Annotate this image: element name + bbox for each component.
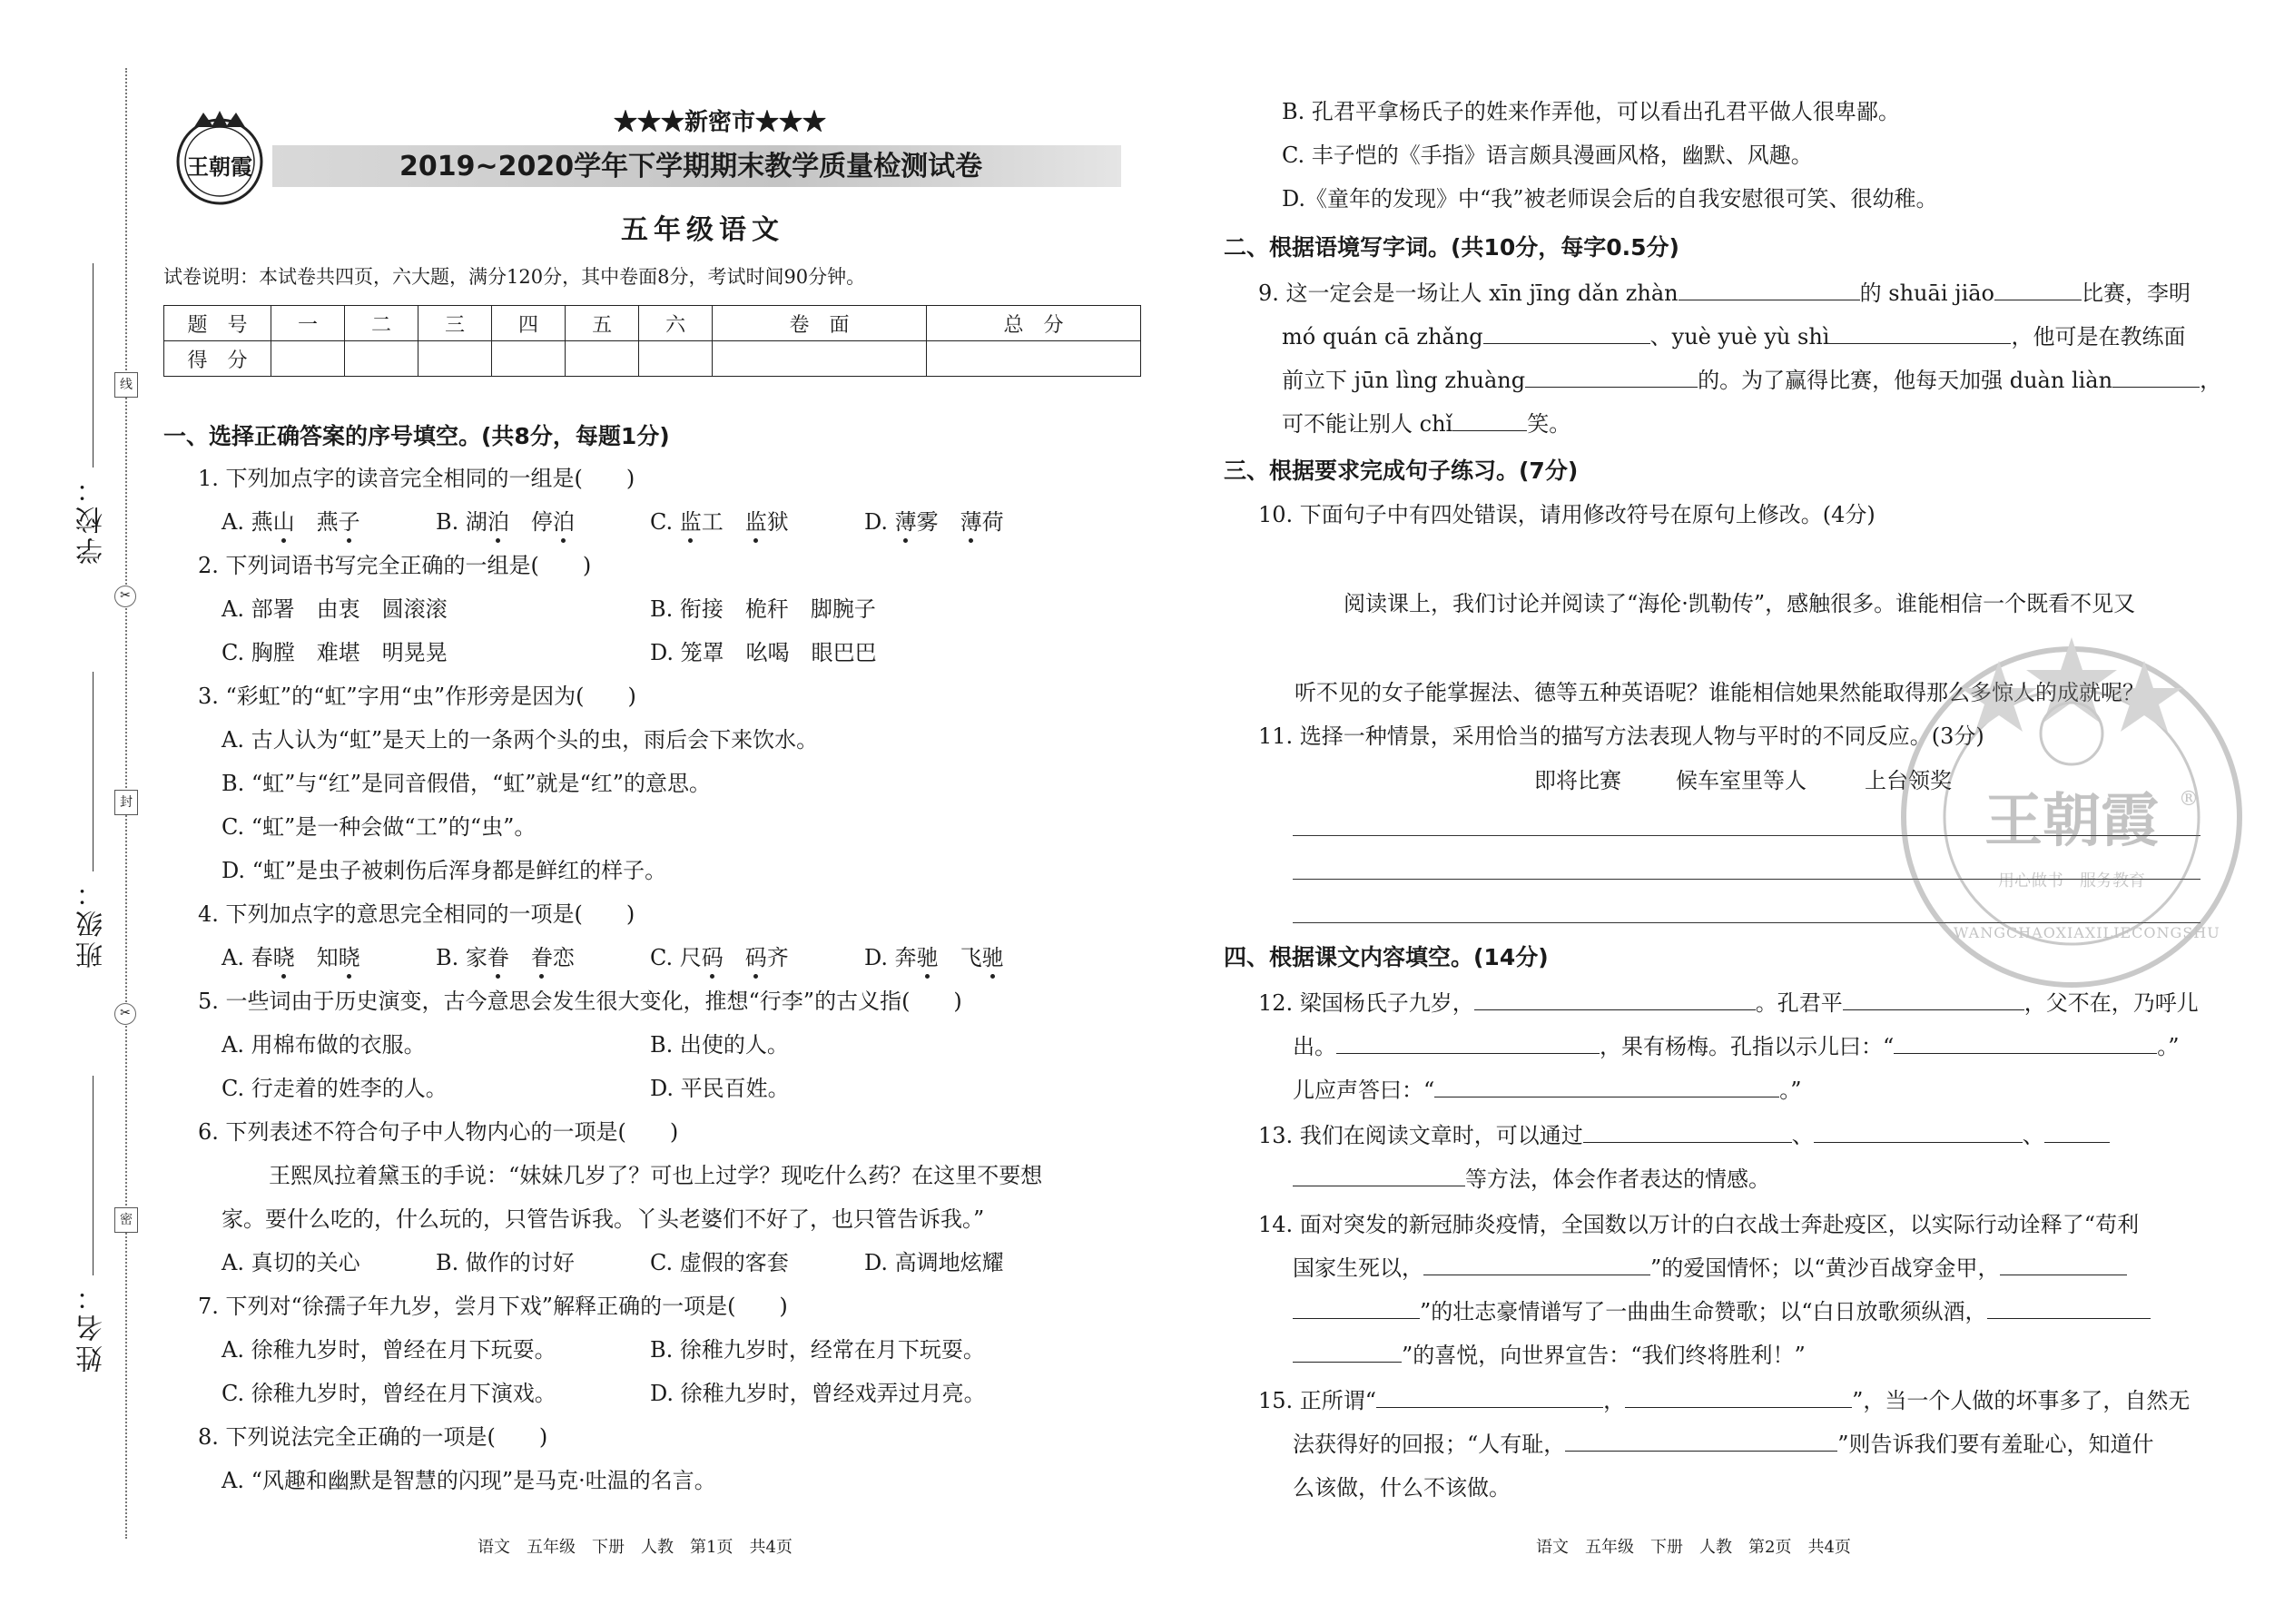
class-line <box>93 672 94 871</box>
score-cell[interactable] <box>639 341 713 377</box>
option-8d: D.《童年的发现》中“我”被老师误会后的自我安慰很可笑、很幼稚。 <box>1282 186 1938 212</box>
watermark-slogan: 用心做书 服务教育 <box>1998 871 2145 891</box>
answer-blank[interactable] <box>1625 1387 1852 1408</box>
answer-blank[interactable] <box>1293 1342 1402 1363</box>
question-14-line1: 14. 面对突发的新冠肺炎疫情，全国数以万计的白衣战士奔赴疫区，以实际行动诠释了“苟利 <box>1258 1212 2140 1237</box>
name-line <box>93 1076 94 1275</box>
q9-text: 9. 这一定会是一场让人 xīn jīng dǎn zhàn <box>1258 281 1679 306</box>
answer-blank[interactable] <box>1525 367 1698 388</box>
seal-mark-line: 线 <box>114 372 138 398</box>
answer-blank[interactable] <box>1583 1122 1792 1143</box>
subject-title: 五年级语文 <box>621 214 784 246</box>
question-5: 5. 一些词由于历史演变，古今意思会发生很大变化，推想“行李”的古义指( ) <box>198 989 962 1014</box>
watermark-brand: 王朝霞 <box>1984 787 2159 855</box>
option-6d: D. 高调地炫耀 <box>864 1250 1004 1275</box>
q14-text: ”的爱国情怀；以“黄沙百战穿金甲， <box>1650 1255 2000 1281</box>
score-cell[interactable] <box>345 341 418 377</box>
watermark-registered: ® <box>2179 788 2199 811</box>
question-2: 2. 下列词语书写完全正确的一组是( ) <box>198 553 592 578</box>
question-4: 4. 下列加点字的意思完全相同的一项是( ) <box>198 901 635 927</box>
table-header-cell: 二 <box>345 306 418 341</box>
table-header-cell: 四 <box>492 306 566 341</box>
option-2a: A. 部署 由衷 圆滚滚 <box>222 596 448 622</box>
table-header-cell: 得 分 <box>164 341 271 377</box>
seal-mark-secret: 密 <box>114 1207 138 1233</box>
table-header-cell: 三 <box>418 306 492 341</box>
answer-blank[interactable] <box>1679 280 1860 300</box>
question-14-line2 <box>1293 1255 2127 1282</box>
scenario-option[interactable]: 候车室里等人 <box>1676 768 1807 793</box>
question-1: 1. 下列加点字的读音完全相同的一组是( ) <box>198 466 635 491</box>
answer-blank[interactable] <box>1829 323 2011 344</box>
question-14-line4 <box>1293 1342 1806 1369</box>
section-4-heading: 四、根据课文内容填空。(14分) <box>1224 944 1549 970</box>
q12-text: 出。 <box>1293 1034 1336 1059</box>
answer-blank[interactable] <box>1987 1298 2151 1319</box>
section-3-heading: 三、根据要求完成句子练习。(7分) <box>1224 458 1579 484</box>
question-15-line1 <box>1258 1387 2190 1414</box>
question-12-line3 <box>1293 1077 1802 1104</box>
option-3b: B. “虹”与“红”是同音假借，“虹”就是“红”的意思。 <box>222 771 712 796</box>
q14-text: ”的喜悦，向世界宣告：“我们终将胜利！” <box>1402 1343 1806 1368</box>
q12-text: 儿应声答曰：“ <box>1293 1078 1435 1103</box>
scissors-icon: ✂ <box>114 586 136 607</box>
scenario-option[interactable]: 上台领奖 <box>1865 768 1952 793</box>
question-14-line3 <box>1293 1298 2151 1325</box>
q9-text: 比赛，李明 <box>2082 281 2191 306</box>
q12-text: 12. 梁国杨氏子九岁， <box>1258 990 1474 1016</box>
score-cell[interactable] <box>927 341 1141 377</box>
q9-text: 、yuè yuè yù shì <box>1649 324 1830 349</box>
table-row <box>164 341 1141 377</box>
table-row <box>164 306 1141 341</box>
answer-blank[interactable] <box>1483 323 1650 344</box>
question-13-line2 <box>1293 1166 1770 1193</box>
option-4c: C. 尺码 码齐 <box>650 945 789 970</box>
score-cell[interactable] <box>713 341 927 377</box>
option-8a: A. “风趣和幽默是智慧的闪现”是马克·吐温的名言。 <box>222 1468 716 1493</box>
question-9-line4 <box>1282 410 1570 438</box>
answer-blank[interactable] <box>1434 1077 1779 1097</box>
section-2-heading: 二、根据语境写字词。(共10分，每字0.5分) <box>1224 234 1679 261</box>
q9-text: 笑。 <box>1527 411 1571 437</box>
school-label: 学校： <box>76 472 108 565</box>
question-3: 3. “彩虹”的“虹”字用“虫”作形旁是因为( ) <box>198 684 636 709</box>
logo-text: 王朝霞 <box>187 153 252 180</box>
q12-text: 。孔君平 <box>1755 990 1843 1016</box>
answer-blank[interactable] <box>1994 280 2082 300</box>
option-5c: C. 行走着的姓李的人。 <box>222 1076 448 1101</box>
q15-text: ， <box>1603 1388 1626 1413</box>
q9-text: ， <box>2200 368 2222 393</box>
table-header-cell: 总 分 <box>927 306 1141 341</box>
passage-10-line1: 阅读课上，我们讨论并阅读了“海伦·凯勒传”，感触很多。谁能相信一个既看不见又 <box>1344 591 2136 616</box>
option-6b: B. 做作的讨好 <box>436 1250 575 1275</box>
option-3c: C. “虹”是一种会做“工”的“虫”。 <box>222 814 537 840</box>
passage-6-line2: 家。要什么吃的，什么玩的，只管告诉我。丫头老婆们不好了，也只管告诉我。” <box>222 1206 985 1232</box>
question-13-line1 <box>1258 1122 2110 1149</box>
option-8c: C. 丰子恺的《手指》语言颇具漫画风格，幽默、风趣。 <box>1282 143 1813 168</box>
table-header-cell: 五 <box>566 306 639 341</box>
question-15-line2 <box>1293 1431 2154 1458</box>
q12-text: 。” <box>1779 1078 1802 1103</box>
score-cell[interactable] <box>271 341 345 377</box>
score-table <box>163 305 1141 377</box>
score-cell[interactable] <box>418 341 492 377</box>
q13-text: 、 <box>2022 1123 2044 1148</box>
option-1b: B. 湖泊 停泊 <box>436 509 575 535</box>
table-header-cell: 六 <box>639 306 713 341</box>
option-7a: A. 徐稚九岁时，曾经在月下玩耍。 <box>222 1337 556 1363</box>
option-7b: B. 徐稚九岁时，经常在月下玩耍。 <box>650 1337 985 1363</box>
option-7d: D. 徐稚九岁时，曾经戏弄过月亮。 <box>650 1381 986 1406</box>
section-1-heading: 一、选择正确答案的序号填空。(共8分，每题1分) <box>163 423 670 449</box>
school-line <box>93 263 94 468</box>
answer-blank[interactable] <box>2000 1255 2127 1275</box>
answer-blank[interactable] <box>1293 1298 1420 1319</box>
question-9-line1 <box>1258 280 2191 307</box>
option-7c: C. 徐稚九岁时，曾经在月下演戏。 <box>222 1381 556 1406</box>
answer-blank[interactable] <box>1293 1166 1465 1186</box>
option-1a: A. 燕山 燕子 <box>222 509 360 535</box>
answer-blank[interactable] <box>2044 1122 2110 1143</box>
answer-blank[interactable] <box>1452 410 1527 431</box>
option-2c: C. 胸膛 难堪 明晃晃 <box>222 640 448 665</box>
passage-10-line2: 听不见的女子能掌握法、德等五种英语呢？谁能相信她果然能取得那么多惊人的成就呢？ <box>1295 680 2144 705</box>
q15-text: ”，当一个人做的坏事多了，自然无 <box>1852 1388 2191 1413</box>
option-2d: D. 笼罩 吆喝 眼巴巴 <box>650 640 877 665</box>
option-8b: B. 孔君平拿杨氏子的姓来作弄他，可以看出孔君平做人很卑鄙。 <box>1282 99 1900 124</box>
q12-text: ，果有杨梅。孔指以示儿曰：“ <box>1600 1034 1895 1059</box>
q15-text: ”则告诉我们要有羞耻心，知道什 <box>1837 1432 2154 1457</box>
exam-instructions: 试卷说明：本试卷共四页，六大题，满分120分，其中卷面8分，考试时间90分钟。 <box>163 266 866 288</box>
option-1c: C. 监工 监狱 <box>650 509 789 535</box>
q9-text: 的 shuāi jiāo <box>1859 281 1995 306</box>
option-6c: C. 虚假的客套 <box>650 1250 789 1275</box>
page-footer-right: 语文 五年级 下册 人教 第2页 共4页 <box>1536 1538 1851 1557</box>
option-5d: D. 平民百姓。 <box>650 1076 790 1101</box>
table-header-cell: 一 <box>271 306 345 341</box>
answer-blank[interactable] <box>2112 367 2200 388</box>
question-11: 11. 选择一种情景，采用恰当的描写方法表现人物与平时的不同反应。(3分) <box>1258 723 1984 749</box>
q15-text: 法获得好的回报；“人有耻， <box>1293 1432 1566 1457</box>
q14-text: ”的壮志豪情谱写了一曲曲生命赞歌；以“白日放歌须纵酒， <box>1420 1299 1987 1324</box>
q9-text: ，他可是在教练面 <box>2011 324 2186 349</box>
option-5b: B. 出使的人。 <box>650 1032 789 1058</box>
option-5a: A. 用棉布做的衣服。 <box>222 1032 426 1058</box>
exam-title: 2019~2020学年下学期期末教学质量检测试卷 <box>399 151 983 182</box>
q12-text: ，父不在，乃呼儿 <box>2023 990 2199 1016</box>
seal-mark-seal: 封 <box>114 790 138 815</box>
scenario-option[interactable]: 即将比赛 <box>1534 768 1621 793</box>
q12-text: 。” <box>2157 1034 2180 1059</box>
city-title: ★★★新密市★★★ <box>614 109 827 136</box>
q9-text: mó quán cā zhǎng <box>1282 324 1483 349</box>
answer-blank[interactable] <box>1814 1122 2023 1143</box>
question-7: 7. 下列对“徐孺子年九岁，尝月下戏”解释正确的一项是( ) <box>198 1294 788 1319</box>
answer-blank[interactable] <box>1336 1033 1600 1054</box>
answer-blank[interactable] <box>1423 1255 1650 1275</box>
logo <box>171 109 269 207</box>
q9-text: 前立下 jūn lìng zhuàng <box>1282 368 1526 393</box>
option-4a: A. 春晓 知晓 <box>222 945 360 970</box>
option-6a: A. 真切的关心 <box>222 1250 360 1275</box>
watermark-ring-text: WANGCHAOXIAXILIECONGSHU <box>1954 924 2220 941</box>
watermark-seal <box>1890 635 2253 999</box>
scissors-icon: ✂ <box>114 1003 136 1025</box>
question-9-line3 <box>1282 367 2221 394</box>
score-cell[interactable] <box>566 341 639 377</box>
question-8: 8. 下列说法完全正确的一项是( ) <box>198 1424 548 1450</box>
q15-text: 15. 正所谓“ <box>1258 1388 1377 1413</box>
option-2b: B. 衔接 桅秆 脚腕子 <box>650 596 876 622</box>
answer-blank[interactable] <box>1894 1033 2157 1054</box>
option-1d: D. 薄雾 薄荷 <box>864 509 1004 535</box>
class-label: 班级： <box>76 876 108 969</box>
passage-6-line1: 王熙凤拉着黛玉的手说：“妹妹几岁了？可也上过学？现吃什么药？在这里不要想 <box>269 1163 1043 1188</box>
score-cell[interactable] <box>492 341 566 377</box>
question-12-line2 <box>1293 1033 2180 1060</box>
option-3d: D. “虹”是虫子被刺伤后浑身都是鲜红的样子。 <box>222 858 667 883</box>
q14-text: 国家生死以， <box>1293 1255 1423 1281</box>
option-4b: B. 家眷 眷恋 <box>436 945 575 970</box>
name-label: 姓名： <box>76 1280 108 1373</box>
answer-blank[interactable] <box>1474 989 1756 1010</box>
q13-text: 等方法，体会作者表达的情感。 <box>1465 1166 1770 1192</box>
table-header-cell: 卷 面 <box>713 306 927 341</box>
answer-blank[interactable] <box>1376 1387 1603 1408</box>
question-10: 10. 下面句子中有四处错误，请用修改符号在原句上修改。(4分) <box>1258 502 1876 527</box>
table-header-cell: 题 号 <box>164 306 271 341</box>
q13-text: 、 <box>1791 1123 1814 1148</box>
question-15-line3: 么该做，什么不该做。 <box>1293 1475 1511 1501</box>
page-footer-left: 语文 五年级 下册 人教 第1页 共4页 <box>478 1538 793 1557</box>
question-9-line2 <box>1282 323 2185 350</box>
q9-text: 可不能让别人 chǐ <box>1282 411 1453 437</box>
question-6: 6. 下列表述不符合句子中人物内心的一项是( ) <box>198 1119 679 1145</box>
answer-blank[interactable] <box>1565 1431 1837 1452</box>
q9-text: 的。为了赢得比赛，他每天加强 duàn liàn <box>1698 368 2113 393</box>
option-4d: D. 奔驰 飞驰 <box>864 945 1004 970</box>
q13-text: 13. 我们在阅读文章时，可以通过 <box>1258 1123 1583 1148</box>
option-3a: A. 古人认为“虹”是天上的一条两个头的虫，雨后会下来饮水。 <box>222 727 819 753</box>
